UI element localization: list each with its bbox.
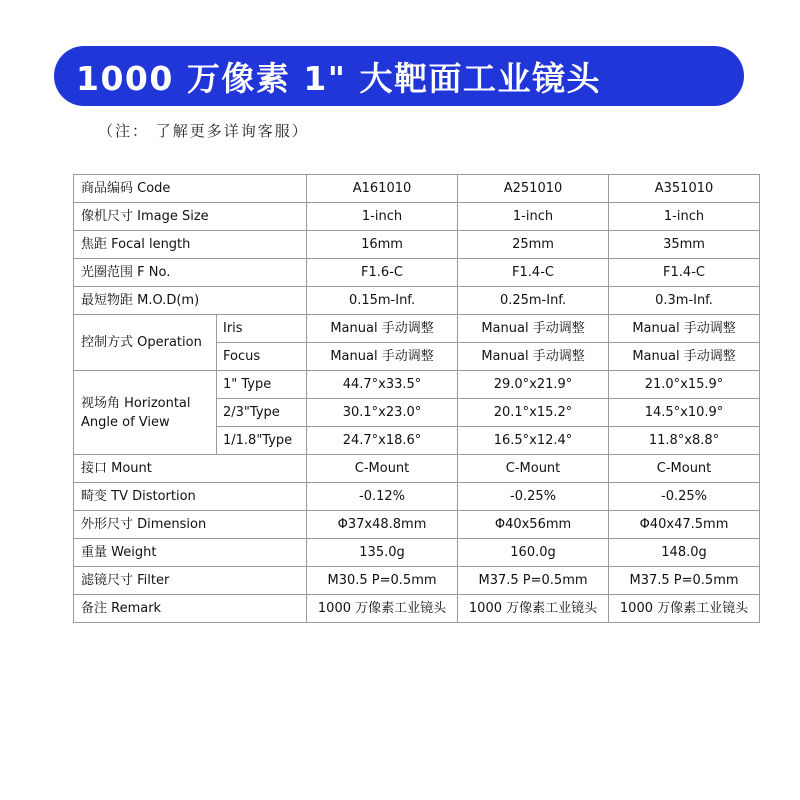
table-cell: 16mm [307,231,458,259]
table-cell: A351010 [609,175,760,203]
table-cell: C-Mount [307,455,458,483]
table-row-image-size [74,203,760,231]
table-cell: 20.1°x15.2° [458,399,609,427]
table-cell: -0.25% [609,483,760,511]
table-row-aperture [74,259,760,287]
table-cell: 1-inch [307,203,458,231]
table-row-mount [74,455,760,483]
title-banner [54,46,744,106]
spec-table [73,174,760,623]
table-cell: 30.1°x23.0° [307,399,458,427]
row-label: 接口 Mount [74,455,307,483]
row-label: 最短物距 M.O.D(m) [74,287,307,315]
table-cell: 35mm [609,231,760,259]
table-cell: C-Mount [458,455,609,483]
row-label: 滤镜尺寸 Filter [74,567,307,595]
table-cell: 14.5°x10.9° [609,399,760,427]
table-cell: F1.4-C [458,259,609,287]
table-cell: 21.0°x15.9° [609,371,760,399]
table-cell: 0.25m-Inf. [458,287,609,315]
table-row-focal-length [74,231,760,259]
row-label: 商品编码 Code [74,175,307,203]
table-row-dimension [74,511,760,539]
table-cell: M37.5 P=0.5mm [609,567,760,595]
table-cell: Manual 手动调整 [307,343,458,371]
table-cell: A161010 [307,175,458,203]
page-title: 1000 万像素 1" 大靶面工业镜头 [76,58,601,98]
row-label: 畸变 TV Distortion [74,483,307,511]
table-cell: 25mm [458,231,609,259]
table-cell: 24.7°x18.6° [307,427,458,455]
table-row-distortion [74,483,760,511]
table-cell: Manual 手动调整 [458,315,609,343]
table-cell: 1-inch [609,203,760,231]
table-cell: Φ37x48.8mm [307,511,458,539]
table-cell: Manual 手动调整 [458,343,609,371]
table-cell: Φ40x56mm [458,511,609,539]
table-cell: Φ40x47.5mm [609,511,760,539]
row-label: 备注 Remark [74,595,307,623]
table-row-weight [74,539,760,567]
table-cell: 1000 万像素工业镜头 [458,595,609,623]
table-cell: 29.0°x21.9° [458,371,609,399]
sub-label-1-1-8-type: 1/1.8"Type [217,427,307,455]
table-cell: 135.0g [307,539,458,567]
row-label-operation: 控制方式 Operation [74,315,217,371]
table-cell: Manual 手动调整 [609,343,760,371]
table-cell: 1-inch [458,203,609,231]
table-row-filter [74,567,760,595]
table-row-code [74,175,760,203]
table-cell: -0.25% [458,483,609,511]
table-cell: M37.5 P=0.5mm [458,567,609,595]
row-label: 焦距 Focal length [74,231,307,259]
sub-label-2-3-type: 2/3"Type [217,399,307,427]
table-cell: 44.7°x33.5° [307,371,458,399]
table-cell: Manual 手动调整 [609,315,760,343]
table-cell: 0.3m-Inf. [609,287,760,315]
table-cell: 1000 万像素工业镜头 [609,595,760,623]
row-label-angle: 视场角 Horizontal Angle of View [74,371,217,455]
table-cell: 16.5°x12.4° [458,427,609,455]
table-cell: 11.8°x8.8° [609,427,760,455]
table-cell: A251010 [458,175,609,203]
note-text: （注： 了解更多详询客服） [98,122,309,140]
table-cell: 148.0g [609,539,760,567]
table-row-mod [74,287,760,315]
sub-label-iris: Iris [217,315,307,343]
table-row-iris [74,315,760,343]
table-cell: C-Mount [609,455,760,483]
table-cell: 160.0g [458,539,609,567]
table-row-angle-1-type [74,371,760,399]
table-cell: 0.15m-Inf. [307,287,458,315]
row-label: 像机尺寸 Image Size [74,203,307,231]
sub-label-focus: Focus [217,343,307,371]
row-label: 重量 Weight [74,539,307,567]
table-cell: F1.6-C [307,259,458,287]
sub-label-1-type: 1" Type [217,371,307,399]
table-cell: F1.4-C [609,259,760,287]
table-cell: -0.12% [307,483,458,511]
table-cell: M30.5 P=0.5mm [307,567,458,595]
table-cell: 1000 万像素工业镜头 [307,595,458,623]
row-label: 外形尺寸 Dimension [74,511,307,539]
table-row-remark [74,595,760,623]
row-label: 光圈范围 F No. [74,259,307,287]
table-cell: Manual 手动调整 [307,315,458,343]
